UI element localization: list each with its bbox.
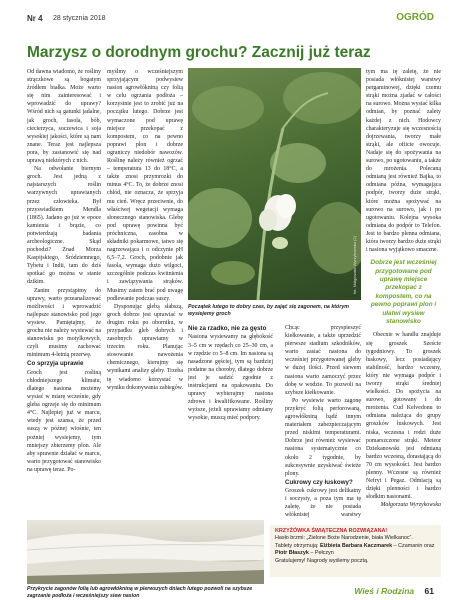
- paragraph: tym ma tę zaletę, że nie posiada włóknistej warstwy pergaminowej, dzięki czemu strąki można zjadać w całości na surowo. Można wysiać kilka odmian, by poznać zalety każdej z nich. Hodowcy charakteryzuje się wczesnością dojrzewania, tworzy małe strąki, ale ofiicie owocuje. Nadaje się do spożywania na surowo, po ugotowaniu, a także do mrożenia. Polecaną odmianą jest również Bajka, to odmiana późna, wymagająca podpór, tworzy duże strąki, które można spożywać na surowo na surowo, jak i po ugotowaniu. Kolejna wysoka odmiana do podpór to Telefon. Jest to bardzo plenna odmiana, która tworzy bardzo duże strąki i nasiona wyjątkowo smaczne.: [366, 69, 441, 254]
- paragraph: Nasiona wysiewamy na głębokość 3–5 cm w rzędach co 25–30 cm, a w rzędzie co 5–8 cm. Im nasiona są nasadzone gęściej, tym są bardziej podatne na choroby, dlatego dobrze jest je sadzić zgodnie z instrukcjami na opakowaniu. Do uprawy wybierajmy nasiona zdrowe i kwalifikowane. Rośliny wyższe, jeżeli uprawiamy odmiany wysokie, muszą mieć podpory.: [188, 334, 273, 422]
- winners-text: – Pełczyn: [308, 550, 334, 557]
- section-label: OGRÓD: [396, 12, 434, 23]
- photo-credit: fot. Małgorzata Wyrzykowska (2): [352, 236, 357, 294]
- pull-quote: Dobrze jest wcześniej przygotowane pod uprawę miejsce przekopać z kompostem, co na pewno poprawi plon i ułatwi wysiew stanowisko: [370, 259, 437, 325]
- article-title: Marzysz o dorodnym grochu? Zacznij już teraz: [27, 44, 371, 61]
- subheading: Co sprzyja uprawie: [27, 360, 84, 368]
- pea-plant-illustration: [188, 68, 361, 300]
- article-column-1: [27, 68, 101, 511]
- paragraph: Od dawna wiadomo, że rośliny strączkowe są bogatym źródłem białka. Może warto się nim zainteresować i wprowadzić do uprawy? Wśród nich są gatunki jadalne, jak groch, fasola, bób, ciecierzyca, soczewica i soja wysokiej jakości, które są nam znane. Teraz jest najlepsza pora, by zastanowić się nad uprawą niektórych z nich.: [27, 69, 101, 165]
- paragraph: Na odwołanie biernym groch. Jest jedną z najstarszych roślin warzywnych uprawianych przez człowieka. Był przyswiadkiem Mendla (1865). Jadano go już w epoce kamienia i brązie, co potwierdzają badania archeologiczne. Skąd pochodzi? Znad Morza Kaspijskiego, Śródziemnego, Tybetu i Indii, tam do dziś spotkać go można w stanie dzikim.: [27, 166, 101, 286]
- issue-number: Nr 4: [27, 14, 43, 23]
- covered-beds-photo: [27, 520, 264, 584]
- paragraph: Groch jest rośliną chłodniejszego klimatu, dlatego nasiona możemy wysiać w miarę wcześnie, gdy gleba ogrzeje się do minimum 4°C. Najlepiej już w marcu, wtedy jest szansa, że przed suszą w późnej wiośnie, ten pożniej wysiejemy, tym mniejszy zbierzemy plon. Ale aby sprawnie działać w marcu, warto przygotować stanowisko na uprawę teraz. Po-: [27, 369, 101, 473]
- paragraph: Obecnie w handlu znajduje się groszek Szeście tygodniowy. To groszek łuskowy, lecz posiadający stabilność, bardzo wczesny, który nie wymaga podpór i tworzy strąki średniej wielkości. Do spożycia na surowo, gotowany i do mrożenia. Cud Kelvedonu to odmiana należąca do grupy groszków łuskowych. Jest niska, wczesna i rodzi duże pomarszczone strąki. Meteor Dziekanowski jest odmianą bardzo wczesną, dorastającą do 70 cm wysokości. Jest bardzo plenny. Wczesne są również Nefryt i Pegaz. Odmiacją są dzięki plenności i bardzo słodkim nasionami.: [366, 332, 441, 501]
- congratulations-text: Gratulujemy! Nagrody wyślemy pocztą.: [275, 557, 369, 564]
- pea-plant-photo: [188, 68, 361, 300]
- crossword-result-box: [270, 525, 441, 577]
- subheading: Nie za rzadko, nie za gęsto: [188, 325, 267, 332]
- magazine-brand: Wieś i Rodzina: [354, 586, 415, 596]
- paragraph: Chcąc przyspieszyć kiełkowanie, a także uprzedzić pierwsze stadium szkodników, warto zasiać nasiona do wcześniej przygotowanej gleby w dużej ilości. Przed siewem nasiona warto zamoczyć przez dobę w wodzie. To pozwoli na szybsze kiełkowanie.: [285, 325, 361, 396]
- fleece-covered-beds-illustration: [27, 520, 264, 584]
- paragraph: Zanim przystąpimy do uprawy, warto przeanalizować możliwości i wprowadzić najlepsze stanowisko pod jego wysiew. Pamiętajmy, że grochu nie należy wysiewać na stanowisku po motylkowych, czyli musimy zachować minimum 4-letnią przerwę.: [27, 287, 101, 359]
- paragraph: Dysponując glebą słabszą, groch dobrze jest uprawiać w drugim roku po oborniku, w przypadku gleb dobrych i zasobnych uprawiamy w trzecim roku. Planując stosowanie nawożenia chemicznego, kierujmy się wynikami analizy gleby. Trzeba tę wiadomo korzystać w wyniku dokonywania zabiegów.: [107, 303, 183, 391]
- page-number: 61: [424, 586, 434, 596]
- winners-intro: Tablety otrzymują:: [275, 542, 320, 549]
- crossword-title: KRZYŻÓWKA ŚWIĄTECZNA ROZWIĄZANA!: [275, 528, 388, 534]
- photo-caption: Przykrycie zagonów folią lub agrowłókniną w pierwszych dniach lutego pozwoli na szybsze zagrzanie podłoża i wcześniejszy siew nasion: [27, 586, 253, 599]
- paragraph: myślmy o wcześniejszym sprzyjającym podwysiew nasion agrowłókniną czy folią w celu ogrzania podłoża – korzystnie jest to zrobić już na początku lutego. Dobrze jest wymaczone pod uprawę miejsce przekopać z kompostem, co na pewno poprawi plon i dobrze ograniczy niedobór nawozów. Roślinę należy również ogrzać – temperatura 13 do 18°C, a także znosi przymrozki do minus 4°C. To, że dobrze znosi chłód, nie oznacza, że sprzyja mu cień. Wręcz przeciwnie, do właściwej wegetacji wymaga słonecznego stanowiska. Glebę pod uprawę powinna być próchniczna, zasobna w składniki pokarmowe, tatwo się nagrzewająca i o odczynie pH 6,5–7,2. Groch, podobnie jak fasola, wymaga dużo wilgoci, szczególnie podczas kwitnienia i zawiązywania strąków. Musimy zatem brać pod uwagę podlewanie podczas suszy.: [107, 69, 183, 302]
- paragraph: Groszek cukrowy jest delikatny i soczysty, a poza tym ma tę zaletę, że nie posiada włóknistej warstwy: [285, 488, 361, 519]
- winner-name: Elżbieta Barbara Kaczmarek: [319, 542, 393, 549]
- issue-date: 28 stycznia 2018: [53, 15, 106, 22]
- subheading: Cukrowy czy łuskowy?: [285, 478, 353, 486]
- author-signature: Małgorzata Wyrzykowska: [380, 502, 441, 509]
- winners-text: – Czamanin oraz: [392, 542, 435, 549]
- article-column-2: [107, 68, 183, 392]
- photo-caption: Początek lutego to dobry czas, by zająć się zagonem, na którym wysiejemy groch: [188, 304, 350, 317]
- article-column-5: [366, 68, 441, 518]
- page-header: [0, 0, 454, 30]
- article-column-3: [188, 324, 273, 454]
- page-footer: [354, 586, 434, 596]
- paragraph: Po wysiewie warto zagonę przykryć folią perforowaną, agrowłókniną bądź innym materiałem zabezpieczającym przed niskimi temperaturami. Dobrze jest również wysiewać nasiona systematycznie co około 2 tygodnie, by sukcesywnie uzyskiwać świeże plony.: [285, 397, 361, 477]
- article-column-4: [285, 324, 361, 520]
- crossword-answer: Hasło brzmi: „Zielone Boże Narodzenie, biała Wielkanoc”.: [275, 535, 413, 542]
- winner-name: Piotr Błaszyk: [275, 550, 309, 557]
